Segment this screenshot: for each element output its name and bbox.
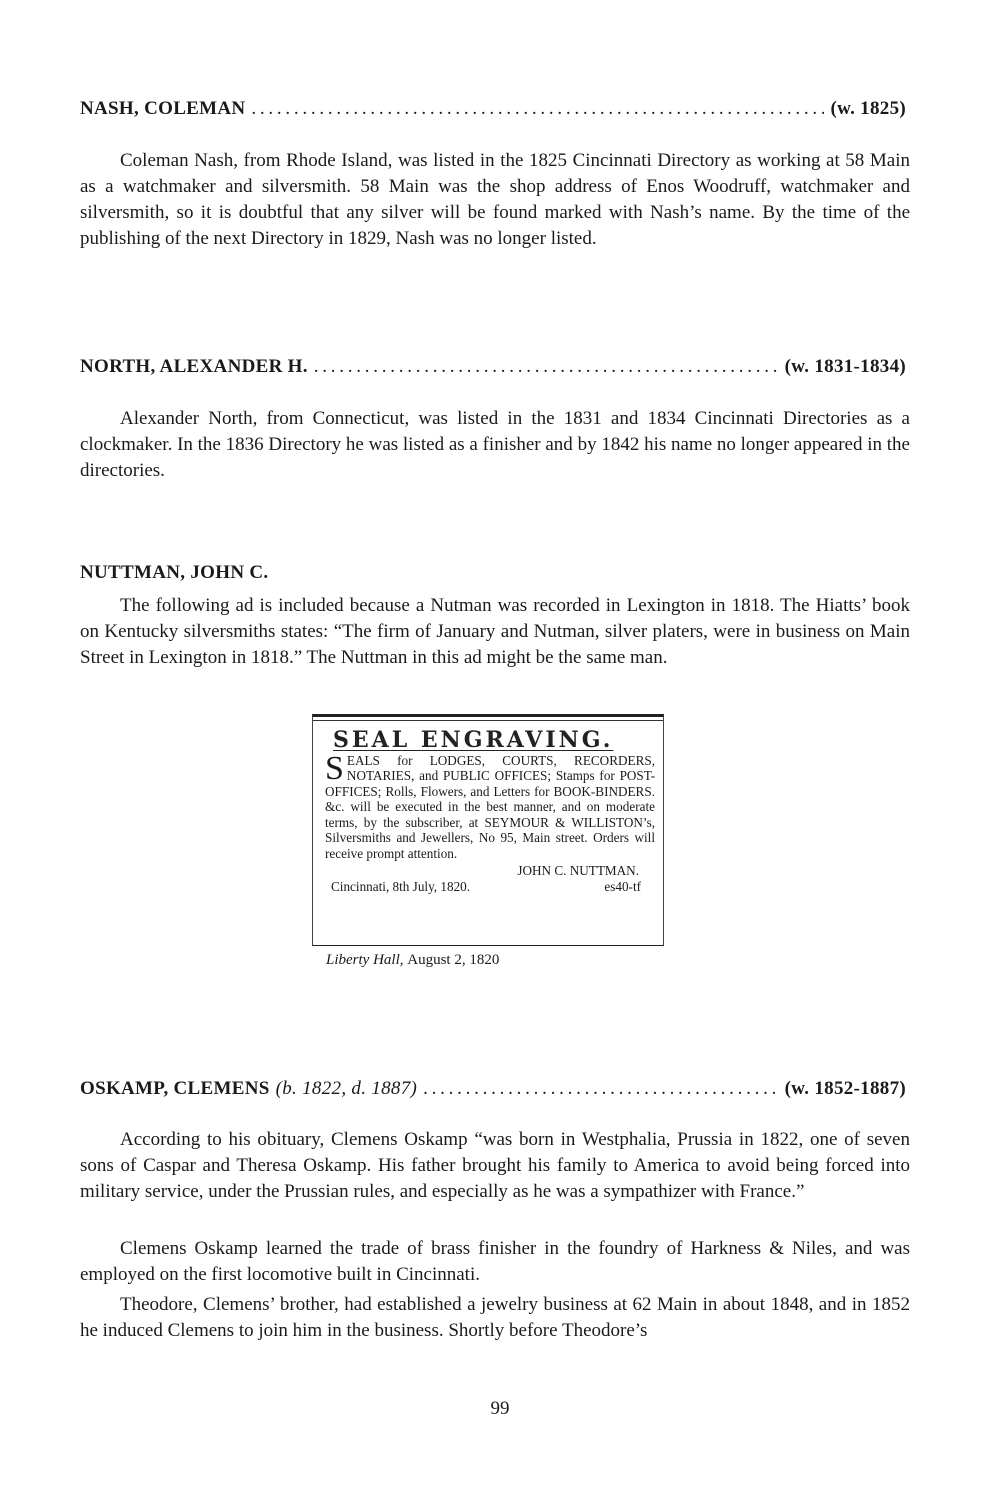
ad-source-citation (326, 952, 499, 969)
ad-body (325, 749, 655, 862)
dot-leader (423, 1078, 778, 1100)
ad-signature: JOHN C. NUTTMAN. (517, 863, 639, 878)
life-dates: (b. 1822, d. 1887) (275, 1078, 418, 1099)
ad-source-title: Liberty Hall, (326, 952, 404, 968)
ad-body-text: EALS for LODGES, COURTS, RECORDERS, NOTARIES, and PUBLIC OFFICES; Stamps for POST-OFFICES; Rolls, Flowers, and Letters for BOOK-BINDERS. &c. will be executed in the best manner, and on moderate terms, by the subscriber, at SEYMOUR & WILLISTON’s, Silversmiths and Jewellers, No 95, Main street. Orders will receive prompt attention. (325, 752, 655, 861)
entry-paragraph: The following ad is included because a Nutman was recorded in Lexington in 1818. The Hiatts’ book on Kentucky silversmiths states: “The firm of January and Nutman, silver platers, were in business on Main Street in Lexington in 1818.” The Nuttman in this ad might be the same man. (80, 595, 910, 668)
ad-code: es40-tf (604, 878, 641, 894)
ad-dropcap: S (325, 749, 344, 787)
ad-source-date: August 2, 1820 (407, 952, 500, 968)
entry-paragraph: Clemens Oskamp learned the trade of brass finisher in the foundry of Harkness & Niles, and was employed on the first locomotive built in Cincinnati. (80, 1238, 910, 1285)
ad-title: SEAL ENGRAVING. (333, 727, 614, 753)
entry-name: NORTH, ALEXANDER H. (80, 356, 308, 377)
dot-leader (251, 98, 824, 120)
working-dates: (w. 1852-1887) (784, 1078, 906, 1099)
entry-paragraph: Alexander North, from Connecticut, was listed in the 1831 and 1834 Cincinnati Directories as a clockmaker. In the 1836 Directory he was listed as a finisher and by 1842 his name no longer appeared in the directories. (80, 408, 910, 481)
entry-heading-north (80, 356, 906, 378)
entry-paragraph: Coleman Nash, from Rhode Island, was listed in the 1825 Cincinnati Directory as working at 58 Main as a watchmaker and silversmith. 58 Main was the shop address of Enos Woodruff, watchmaker and silversmith, so it is doubtful that any silver will be found marked with Nash’s name. By the time of the publishing of the next Directory in 1829, Nash was no longer listed. (80, 150, 910, 249)
entry-paragraph: Theodore, Clemens’ brother, had established a jewelry business at 62 Main in about 1848, and in 1852 he induced Clemens to join him in the business. Shortly before Theodore’s (80, 1294, 910, 1341)
working-dates: (w. 1831-1834) (784, 356, 906, 377)
entry-name: NUTTMAN, JOHN C. (80, 562, 269, 583)
entry-heading-oskamp (80, 1078, 906, 1100)
entry-name: NASH, COLEMAN (80, 98, 246, 119)
entry-paragraph: According to his obituary, Clemens Oskamp “was born in Westphalia, Prussia in 1822, one of seven sons of Caspar and Theresa Oskamp. His father brought his family to America to avoid being forced into military service, under the Prussian rules, and especially as he was a sympathizer with France.” (80, 1129, 910, 1202)
entry-heading-nash (80, 98, 906, 120)
page-number: 99 (490, 1398, 510, 1419)
working-dates: (w. 1825) (830, 98, 906, 119)
advertisement-clipping (312, 714, 664, 946)
entry-name: OSKAMP, CLEMENS (80, 1078, 270, 1099)
dot-leader (314, 356, 779, 378)
ad-footer (325, 879, 655, 895)
ad-top-rule (313, 720, 663, 721)
ad-place-date: Cincinnati, 8th July, 1820. (331, 878, 471, 894)
entry-heading-nuttman (80, 562, 906, 584)
